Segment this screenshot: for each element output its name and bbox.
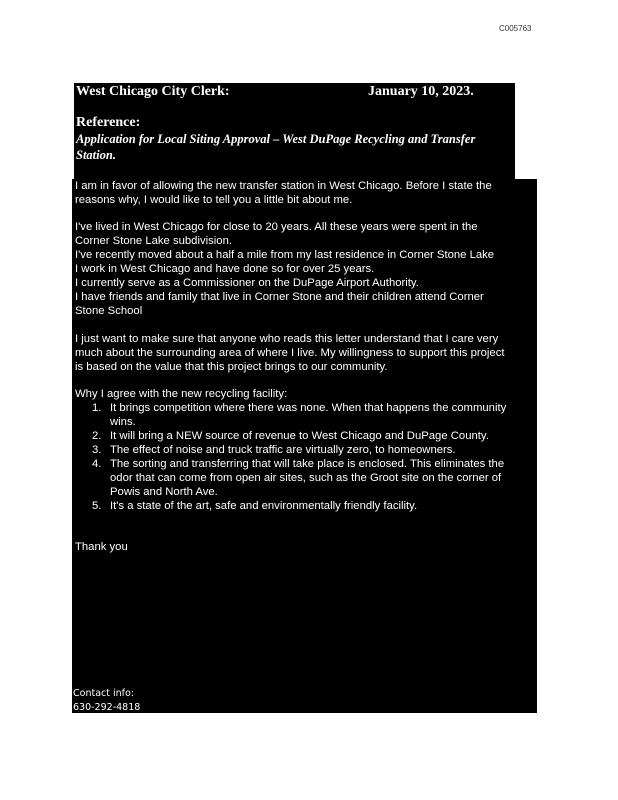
text-line: I am in favor of allowing the new transfer station in West Chicago. Before I state the [75,180,492,192]
text-line: I just want to make sure that anyone who reads this letter understand that I care very [75,333,499,345]
text-line: much about the surrounding area of where I live. My willingness to support this project [75,347,505,359]
text-line: I work in West Chicago and have done so for over 25 years. [75,263,375,275]
list-item [75,457,537,499]
text-line: The sorting and transferring that will take place is enclosed. This eliminates the [110,458,505,470]
list-item [75,443,537,457]
text-line: Corner Stone Lake subdivision. [75,235,232,247]
text-line: reasons why, I would like to tell you a little bit about me. [75,194,353,206]
letter-header [74,83,515,181]
list-item [75,401,537,429]
intro-paragraph [75,179,537,207]
list-number: 4. [92,458,102,470]
text-line: wins. [110,416,136,428]
reference-text [76,131,516,163]
about-paragraph [75,220,537,318]
text-line: I have friends and family that live in Corner Stone and their children attend Corner [75,291,484,303]
contact-label: Contact info: [73,688,134,699]
text-line: The effect of noise and truck traffic are virtually zero, to homeowners. [110,444,456,456]
care-paragraph [75,332,537,374]
text-line: It's a state of the art, safe and environmentally friendly facility. [110,500,418,512]
text-line: Stone School [75,305,143,317]
list-item [75,499,537,513]
text-line: I currently serve as a Commissioner on the DuPage Airport Authority. [75,277,419,289]
list-item [75,429,537,443]
letter-date: January 10, 2023. [368,84,474,99]
reference-label: Reference: [76,115,141,130]
list-number: 3. [92,444,102,456]
document-id: C005763 [499,24,532,33]
text-line: is based on the value that this project brings to our community. [75,361,388,373]
text-line: I've recently moved about a half a mile from my last residence in Corner Stone Lake [75,249,495,261]
addressee: West Chicago City Clerk: [76,84,230,99]
text-line: It will bring a NEW source of revenue to West Chicago and DuPage County. [110,430,489,442]
header-row [76,83,515,101]
reasons-list [75,401,537,513]
contact-phone: 630-292-4818 [73,702,141,713]
closing: Thank you [75,541,128,553]
letter-body [72,179,537,713]
list-intro: Why I agree with the new recycling facility: [75,388,288,400]
reference-line: Application for Local Siting Approval – West DuPage Recycling and Transfer [76,132,476,146]
text-line: odor that can come from open air sites, such as the Groot site on the corner of [110,472,502,484]
reference-line: Station. [76,148,116,162]
list-number: 5. [92,500,102,512]
text-line: Powis and North Ave. [110,486,218,498]
text-line: It brings competition where there was none. When that happens the community [110,402,507,414]
list-number: 2. [92,430,102,442]
list-number: 1. [92,402,102,414]
text-line: I've lived in West Chicago for close to 20 years. All these years were spent in the [75,221,478,233]
